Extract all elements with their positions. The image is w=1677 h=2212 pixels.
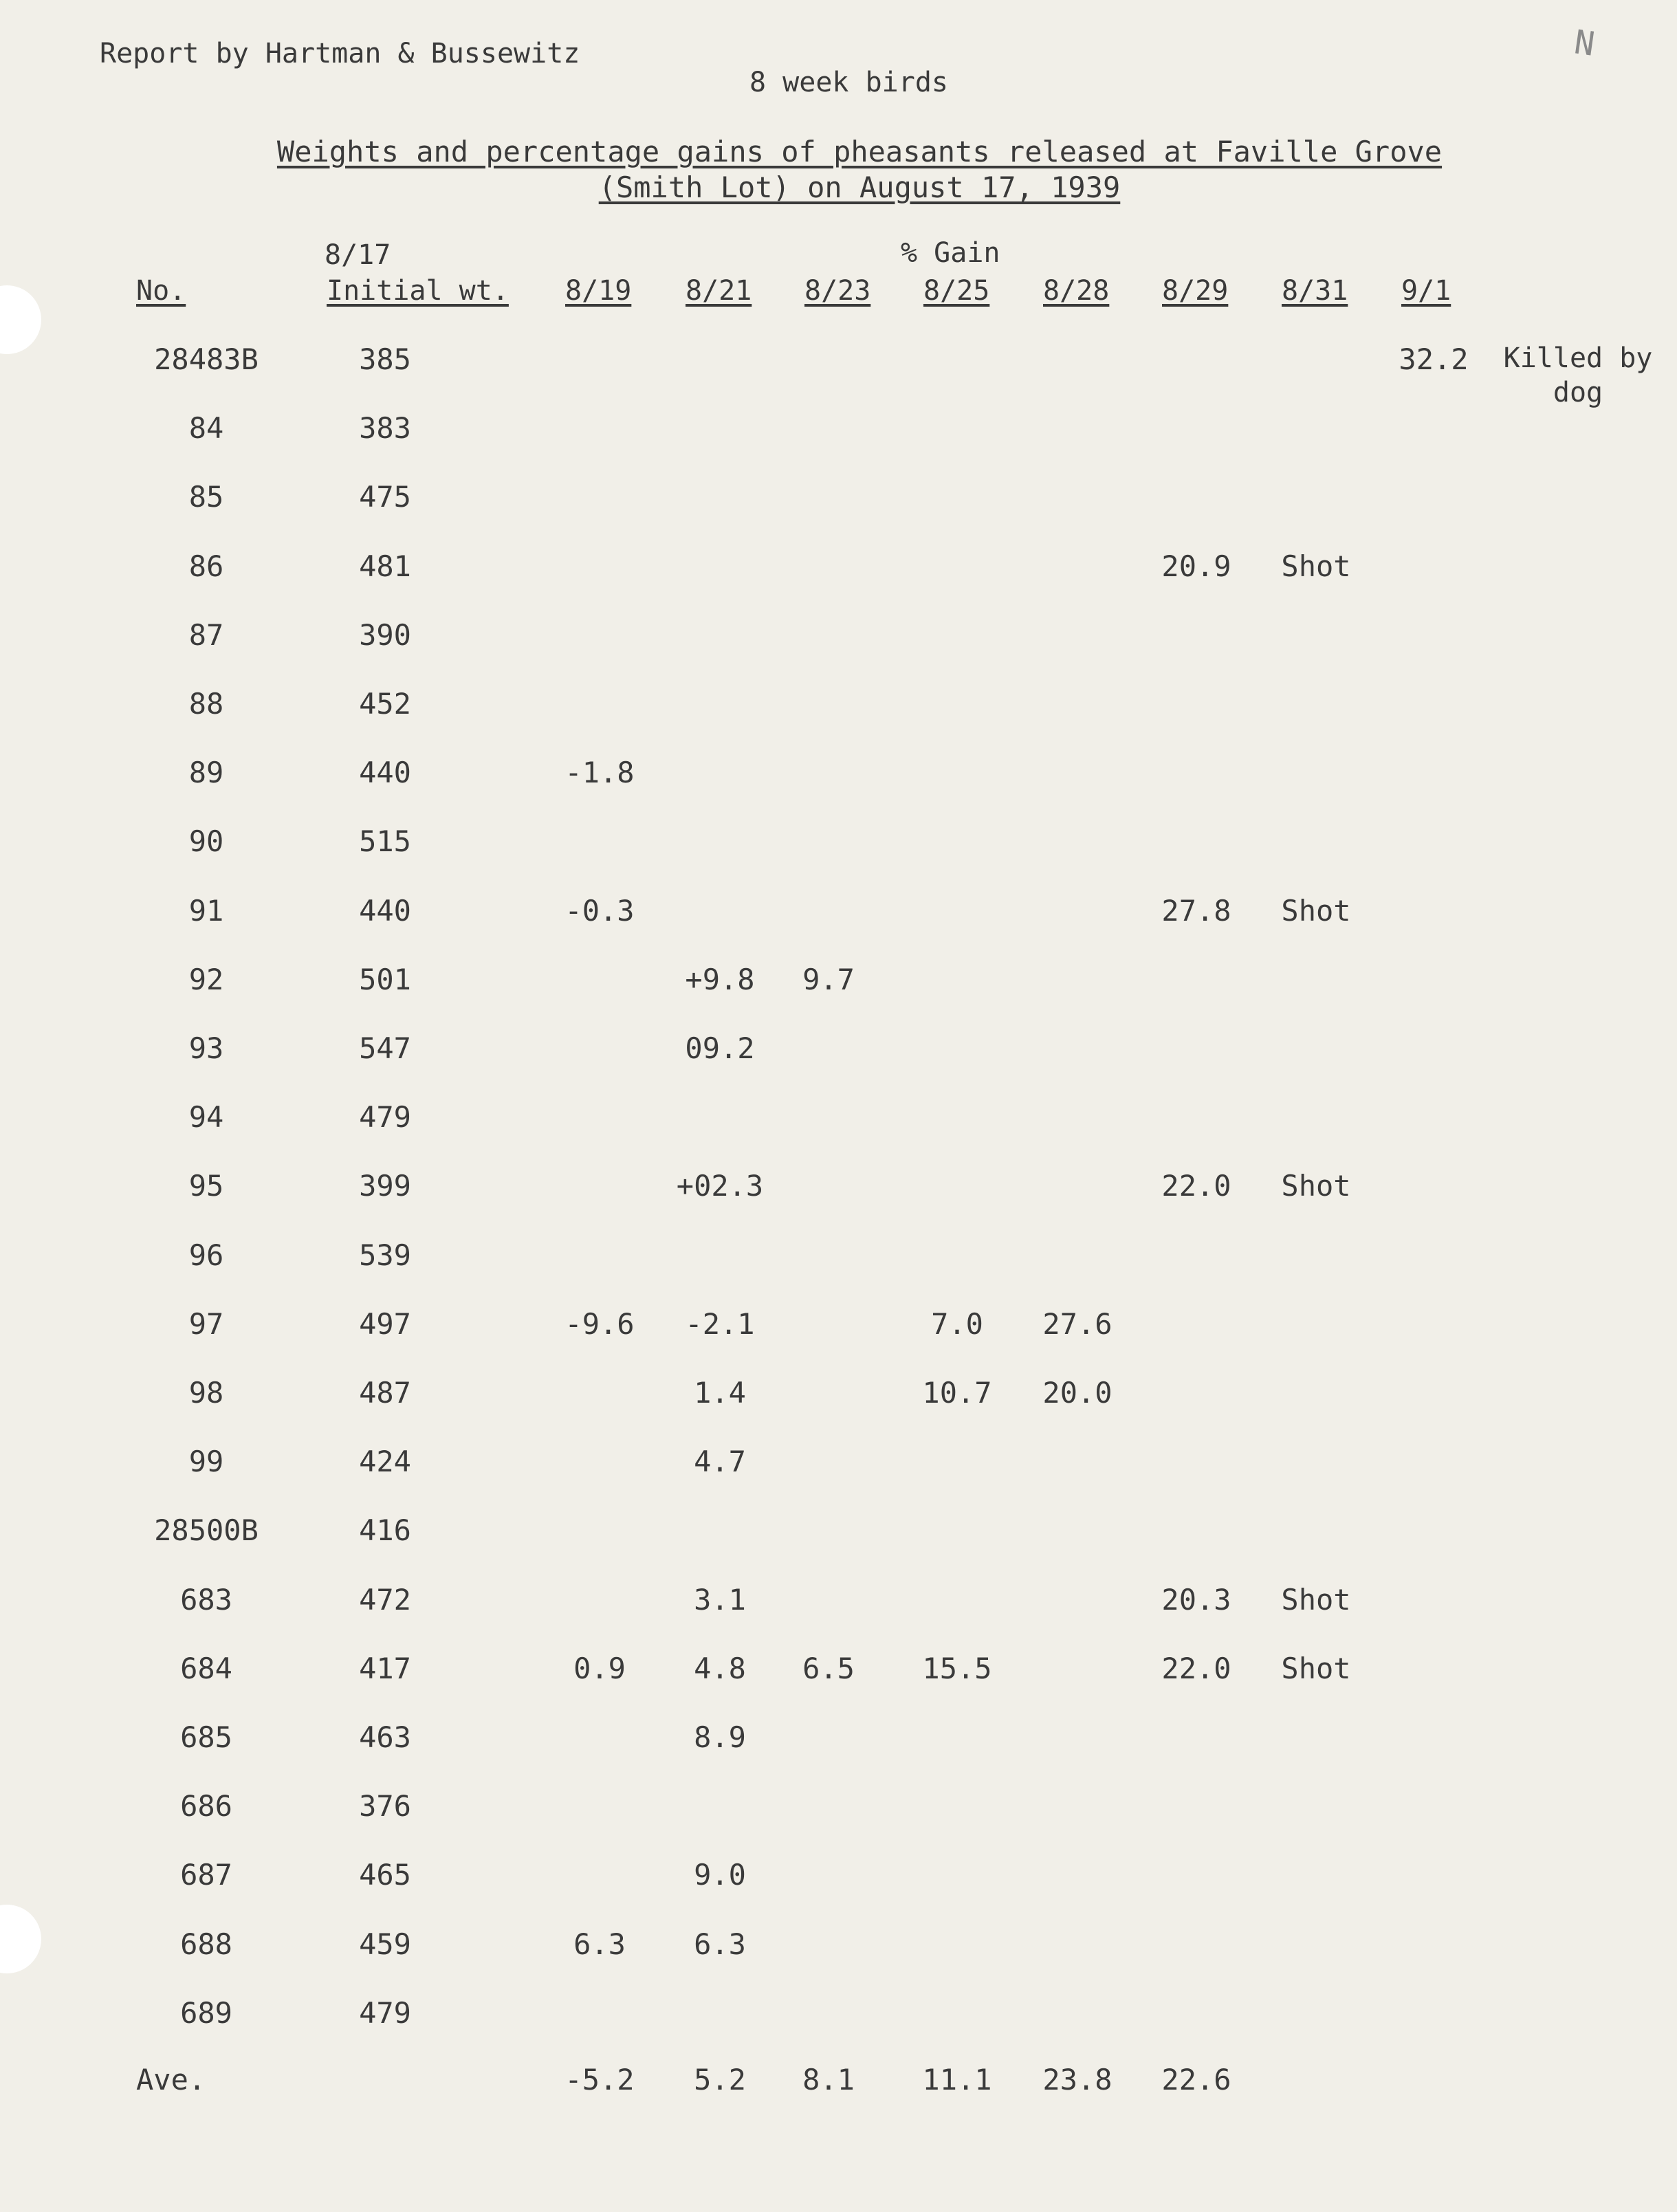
table-cell-no: 96 <box>188 1238 224 1272</box>
table-cell-no: 91 <box>188 893 224 928</box>
table-cell-wt: 472 <box>359 1582 411 1617</box>
table-cell-d7: Shot <box>1281 549 1351 583</box>
table-cell-d2: +02.3 <box>676 1169 764 1203</box>
col-header-8-28: 8/28 <box>1043 275 1110 307</box>
table-cell-no: 686 <box>180 1789 232 1824</box>
table-cell-no: 89 <box>188 756 224 790</box>
table-cell-no: 28483B <box>154 342 259 376</box>
report-subtitle: 8 week birds <box>749 67 948 98</box>
table-cell-wt: 390 <box>359 617 411 652</box>
table-cell-d2: -2.1 <box>685 1306 755 1341</box>
table-cell-d7: Shot <box>1281 1169 1351 1203</box>
table-cell-wt: 383 <box>359 411 411 446</box>
col-header-8-23: 8/23 <box>804 275 871 307</box>
table-cell-d6: 20.3 <box>1161 1582 1231 1617</box>
table-cell-wt: 465 <box>359 1858 411 1892</box>
table-cell-wt: 547 <box>359 1031 411 1065</box>
table-cell-d4: 15.5 <box>922 1651 992 1685</box>
table-cell-no: 97 <box>188 1306 224 1341</box>
average-cell-d2: 5.2 <box>694 2063 746 2096</box>
table-cell-d2: 4.8 <box>694 1651 746 1685</box>
table-cell-wt: 416 <box>359 1513 411 1548</box>
table-cell-d6: 27.8 <box>1161 893 1231 928</box>
table-cell-d8: 32.2 <box>1399 342 1469 376</box>
table-cell-no: 95 <box>188 1169 224 1203</box>
table-cell-d6: 22.0 <box>1161 1651 1231 1685</box>
table-cell-no: 94 <box>188 1100 224 1135</box>
table-cell-wt: 399 <box>359 1169 411 1203</box>
table-cell-d2: 8.9 <box>694 1720 746 1754</box>
table-cell-d1: -0.3 <box>565 893 635 928</box>
table-cell-no: 685 <box>180 1720 232 1754</box>
table-cell-no: 99 <box>188 1445 224 1479</box>
table-cell-wt: 459 <box>359 1927 411 1961</box>
table-cell-d1: 0.9 <box>573 1651 626 1685</box>
table-cell-no: 688 <box>180 1927 232 1961</box>
col-header-8-19: 8/19 <box>565 275 632 307</box>
table-cell-d6: 22.0 <box>1161 1169 1231 1203</box>
table-cell-no: 98 <box>188 1376 224 1410</box>
table-cell-d7: Shot <box>1281 893 1351 928</box>
col-header-9-1: 9/1 <box>1401 275 1451 307</box>
table-cell-no: 84 <box>188 411 224 446</box>
table-cell-no: 85 <box>188 480 224 514</box>
table-cell-d2: 09.2 <box>685 1031 755 1065</box>
table-cell-no: 28500B <box>154 1513 259 1548</box>
table-cell-d1: 6.3 <box>573 1927 626 1961</box>
table-cell-d2: 9.0 <box>694 1858 746 1892</box>
punch-hole <box>0 285 41 354</box>
col-header-no: No. <box>136 275 186 307</box>
table-cell-no: 90 <box>188 824 224 859</box>
average-cell-d1: -5.2 <box>565 2063 635 2096</box>
table-cell-d1: -1.8 <box>565 756 635 790</box>
punch-hole <box>0 1905 41 1973</box>
table-cell-d4: 7.0 <box>931 1306 983 1341</box>
table-cell-d3: 6.5 <box>802 1651 855 1685</box>
table-cell-no: 683 <box>180 1582 232 1617</box>
table-cell-no: 88 <box>188 687 224 721</box>
table-cell-d7: Shot <box>1281 1651 1351 1685</box>
gain-header: % Gain <box>901 237 1000 269</box>
table-cell-wt: 440 <box>359 893 411 928</box>
table-cell-wt: 424 <box>359 1445 411 1479</box>
average-cell-d4: 11.1 <box>922 2063 992 2096</box>
average-cell-d5: 23.8 <box>1042 2063 1112 2096</box>
table-cell-no: 687 <box>180 1858 232 1892</box>
table-cell-d1: -9.6 <box>565 1306 635 1341</box>
table-cell-wt: 539 <box>359 1238 411 1272</box>
corner-mark: N <box>1572 23 1597 64</box>
table-cell-wt: 497 <box>359 1306 411 1341</box>
table-cell-d5: 20.0 <box>1042 1376 1112 1410</box>
table-cell-d2: 4.7 <box>694 1445 746 1479</box>
table-cell-wt: 475 <box>359 480 411 514</box>
table-cell-no: 689 <box>180 1995 232 2030</box>
table-cell-no: 92 <box>188 962 224 996</box>
table-cell-wt: 479 <box>359 1100 411 1135</box>
table-cell-wt: 385 <box>359 342 411 376</box>
table-cell-d6: 20.9 <box>1161 549 1231 583</box>
table-cell-wt: 440 <box>359 756 411 790</box>
table-cell-no: 87 <box>188 617 224 652</box>
table-cell-d2: 3.1 <box>694 1582 746 1617</box>
table-cell-d4: 10.7 <box>922 1376 992 1410</box>
average-label: Ave. <box>136 2063 206 2096</box>
table-cell-no: 684 <box>180 1651 232 1685</box>
table-cell-no: 93 <box>188 1031 224 1065</box>
table-cell-wt: 463 <box>359 1720 411 1754</box>
col-header-8-21: 8/21 <box>686 275 752 307</box>
average-cell-d6: 22.6 <box>1161 2063 1231 2096</box>
table-cell-d3: 9.7 <box>802 962 855 996</box>
col-header-8-29: 8/29 <box>1162 275 1229 307</box>
table-cell-d2: +9.8 <box>685 962 755 996</box>
table-cell-d2: 6.3 <box>694 1927 746 1961</box>
table-cell-wt: 452 <box>359 687 411 721</box>
table-cell-wt: 417 <box>359 1651 411 1685</box>
table-cell-d5: 27.6 <box>1042 1306 1112 1341</box>
table-cell-d2: 1.4 <box>694 1376 746 1410</box>
table-cell-wt: 479 <box>359 1995 411 2030</box>
col-header-initial-wt: Initial wt. <box>327 275 509 307</box>
table-cell-wt: 481 <box>359 549 411 583</box>
table-cell-d7: Shot <box>1281 1582 1351 1617</box>
col-header-initial-date: 8/17 <box>325 239 391 271</box>
report-attribution: Report by Hartman & Bussewitz <box>100 38 580 69</box>
table-cell-wt: 515 <box>359 824 411 859</box>
row-note: Killed by dog <box>1503 342 1653 408</box>
report-title: Weights and percentage gains of pheasants released at Faville Grove (Smith Lot) on August 17, 1939 <box>276 135 1443 204</box>
table-cell-wt: 376 <box>359 1789 411 1824</box>
col-header-8-31: 8/31 <box>1282 275 1348 307</box>
table-cell-no: 86 <box>188 549 224 583</box>
average-cell-d3: 8.1 <box>802 2063 855 2096</box>
table-cell-wt: 487 <box>359 1376 411 1410</box>
table-cell-wt: 501 <box>359 962 411 996</box>
col-header-8-25: 8/25 <box>923 275 990 307</box>
